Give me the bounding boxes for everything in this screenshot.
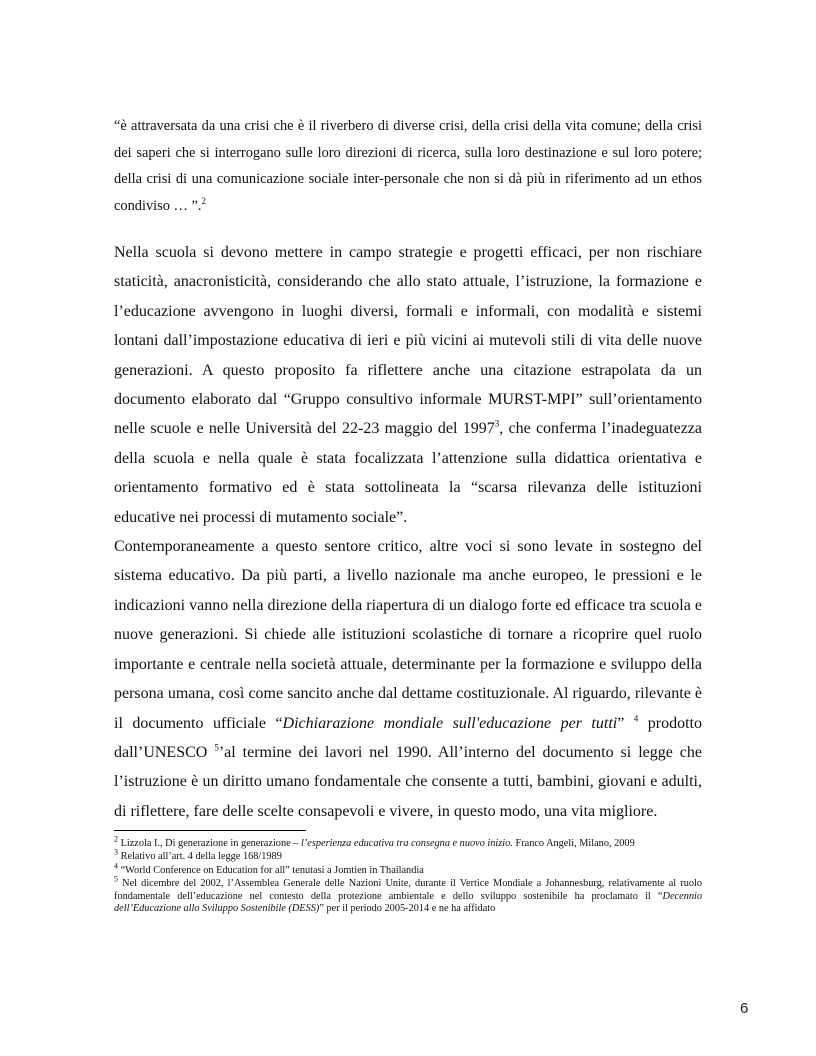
- footnote-ref[interactable]: 2: [201, 195, 207, 206]
- quote-text: “è attraversata da una crisi che è il riverbero di diverse crisi, della crisi della vita comune; della crisi dei saperi che si interrogano sulle loro direzioni di ricerca, sulla loro destinazione e sul loro potere; della crisi di una comunicazione sociale inter-personale che non si dà più in riferimento ad un ethos condiviso … ”.: [114, 118, 702, 214]
- body-text: [114, 238, 702, 826]
- footnote: $^4$ “World Conference on Education for all” tenutasi a Jomtien in Thailandia: [114, 861, 424, 876]
- footnote: $^5$ Nel dicembre del 2002, l’Assemblea Generale delle Nazioni Unite, durante il Vertice Mondiale a Johannesburg, relativamente al ruolo fondamentale dell’educazione nel contesto della protezione ambientale e dello sviluppo sostenibile ha proclamato il “Decennio dell’Educazione allo Sviluppo Sostenibile (DESS)” per il periodo 2005-2014 e ne ha affidato: [114, 874, 703, 915]
- footnote-ref[interactable]: 5: [214, 742, 219, 753]
- footnote-separator: [114, 830, 306, 831]
- footnotes: [114, 834, 703, 916]
- footnote: $^2$ Lizzola I., Di generazione in generazione – l’esperienza educativa tra consegna e nuovo inizio. Franco Angeli, Milano, 2009: [114, 834, 635, 849]
- document-title: Dichiarazione mondiale sull'educazione per tutti: [282, 714, 618, 732]
- paragraph: Contemporaneamente a questo sentore critico, altre voci si sono levate in sostegno del sistema educativo. Da più parti, a livello nazionale ma anche europeo, le pressioni e le indicazioni vanno nella direzione della riapertura di un dialogo forte ed efficace tra scuola e nuove generazioni. Si chiede alle istituzioni scolastiche di tornare a ricoprire quel ruolo importante e centrale nella società attuale, determinante per la formazione e sviluppo della persona umana, così come sancito anche dal dettame costituzionale. Al riguardo, rilevante è il documento ufficiale “Dichiarazione mondiale sull'educazione per tutti” $^4$ prodotto dall’UNESCO $^5$’al termine dei lavori nel 1990. All’interno del documento si legge che l’istruzione è un diritto umano fondamentale che consente a tutti, bambini, giovani e adulti, di riflettere, fare delle scelte consapevoli e vivere, in questo modo, una vita migliore.: [114, 538, 703, 820]
- footnote-ref[interactable]: 3: [494, 419, 500, 430]
- footnote: $^3$ Relativo all’art. 4 della legge 168/1989: [114, 847, 282, 863]
- footnote-ref[interactable]: 4: [633, 713, 639, 724]
- block-quote: [114, 113, 702, 219]
- page-number: 6: [740, 1000, 749, 1017]
- paragraph: Nella scuola si devono mettere in campo strategie e progetti efficaci, per non rischiare staticità, anacronisticità, considerando che allo stato attuale, l’istruzione, la formazione e l’educazione avvengono in luoghi diversi, formali e informali, con modalità e sistemi lontani dall’impostazione educativa di ieri e più vicini ai mutevoli stili di vita delle nuove generazioni. A questo proposito fa riflettere anche una citazione estrapolata da un documento elaborato dal “Gruppo consultivo informale MURST-MPI” sull’orientamento nelle scuole e nelle Università del 22-23 maggio del 1997$^3$, che conferma l’inadeguatezza della scuola e nella quale è stata focalizzata l’attenzione sulla didattica orientativa e orientamento formativo ed è stata sottolineata la “scarsa rilevanza delle istituzioni educative nei processi di mutamento sociale”.: [114, 244, 702, 526]
